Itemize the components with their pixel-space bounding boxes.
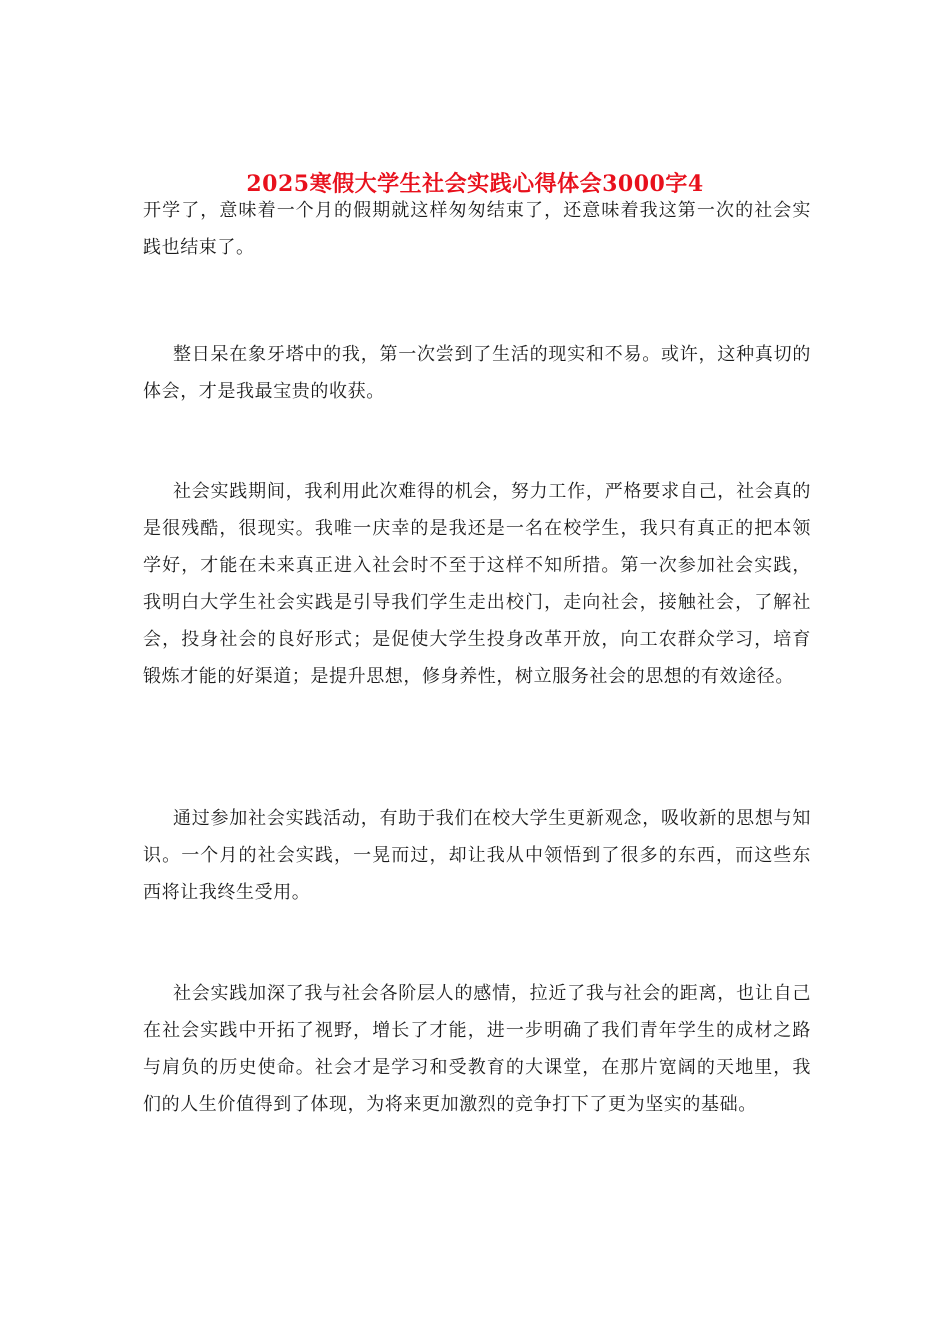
document-title: 2025寒假大学生社会实践心得体会3000字4 (246, 170, 704, 197)
paragraph-5: 社会实践加深了我与社会各阶层人的感情，拉近了我与社会的距离，也让自己在社会实践中开拓了视野，增长了才能，进一步明确了我们青年学生的成材之路与肩负的历史使命。社会才是学习和受教育的大课堂，在那片宽阔的天地里，我们的人生价值得到了体现，为将来更加激烈的竞争打下了更为坚实的基础。 (143, 983, 811, 1115)
paragraph-3: 社会实践期间，我利用此次难得的机会，努力工作，严格要求自己，社会真的是很残酷，很现实。我唯一庆幸的是我还是一名在校学生，我只有真正的把本领学好，才能在未来真正进入社会时不至于这样不知所措。第一次参加社会实践，我明白大学生社会实践是引导我们学生走出校门，走向社会，接触社会，了解社会，投身社会的良好形式；是促使大学生投身改革开放，向工农群众学习，培育锻炼才能的好渠道；是提升思想，修身养性，树立服务社会的思想的有效途径。 (143, 481, 811, 687)
paragraph-1: 开学了，意味着一个月的假期就这样匆匆结束了，还意味着我这第一次的社会实践也结束了。 (143, 200, 811, 258)
paragraph-2: 整日呆在象牙塔中的我，第一次尝到了生活的现实和不易。或许，这种真切的体会，才是我最宝贵的收获。 (143, 344, 811, 402)
paragraph-4: 通过参加社会实践活动，有助于我们在校大学生更新观念，吸收新的思想与知识。一个月的社会实践，一晃而过，却让我从中领悟到了很多的东西，而这些东西将让我终生受用。 (143, 808, 811, 903)
